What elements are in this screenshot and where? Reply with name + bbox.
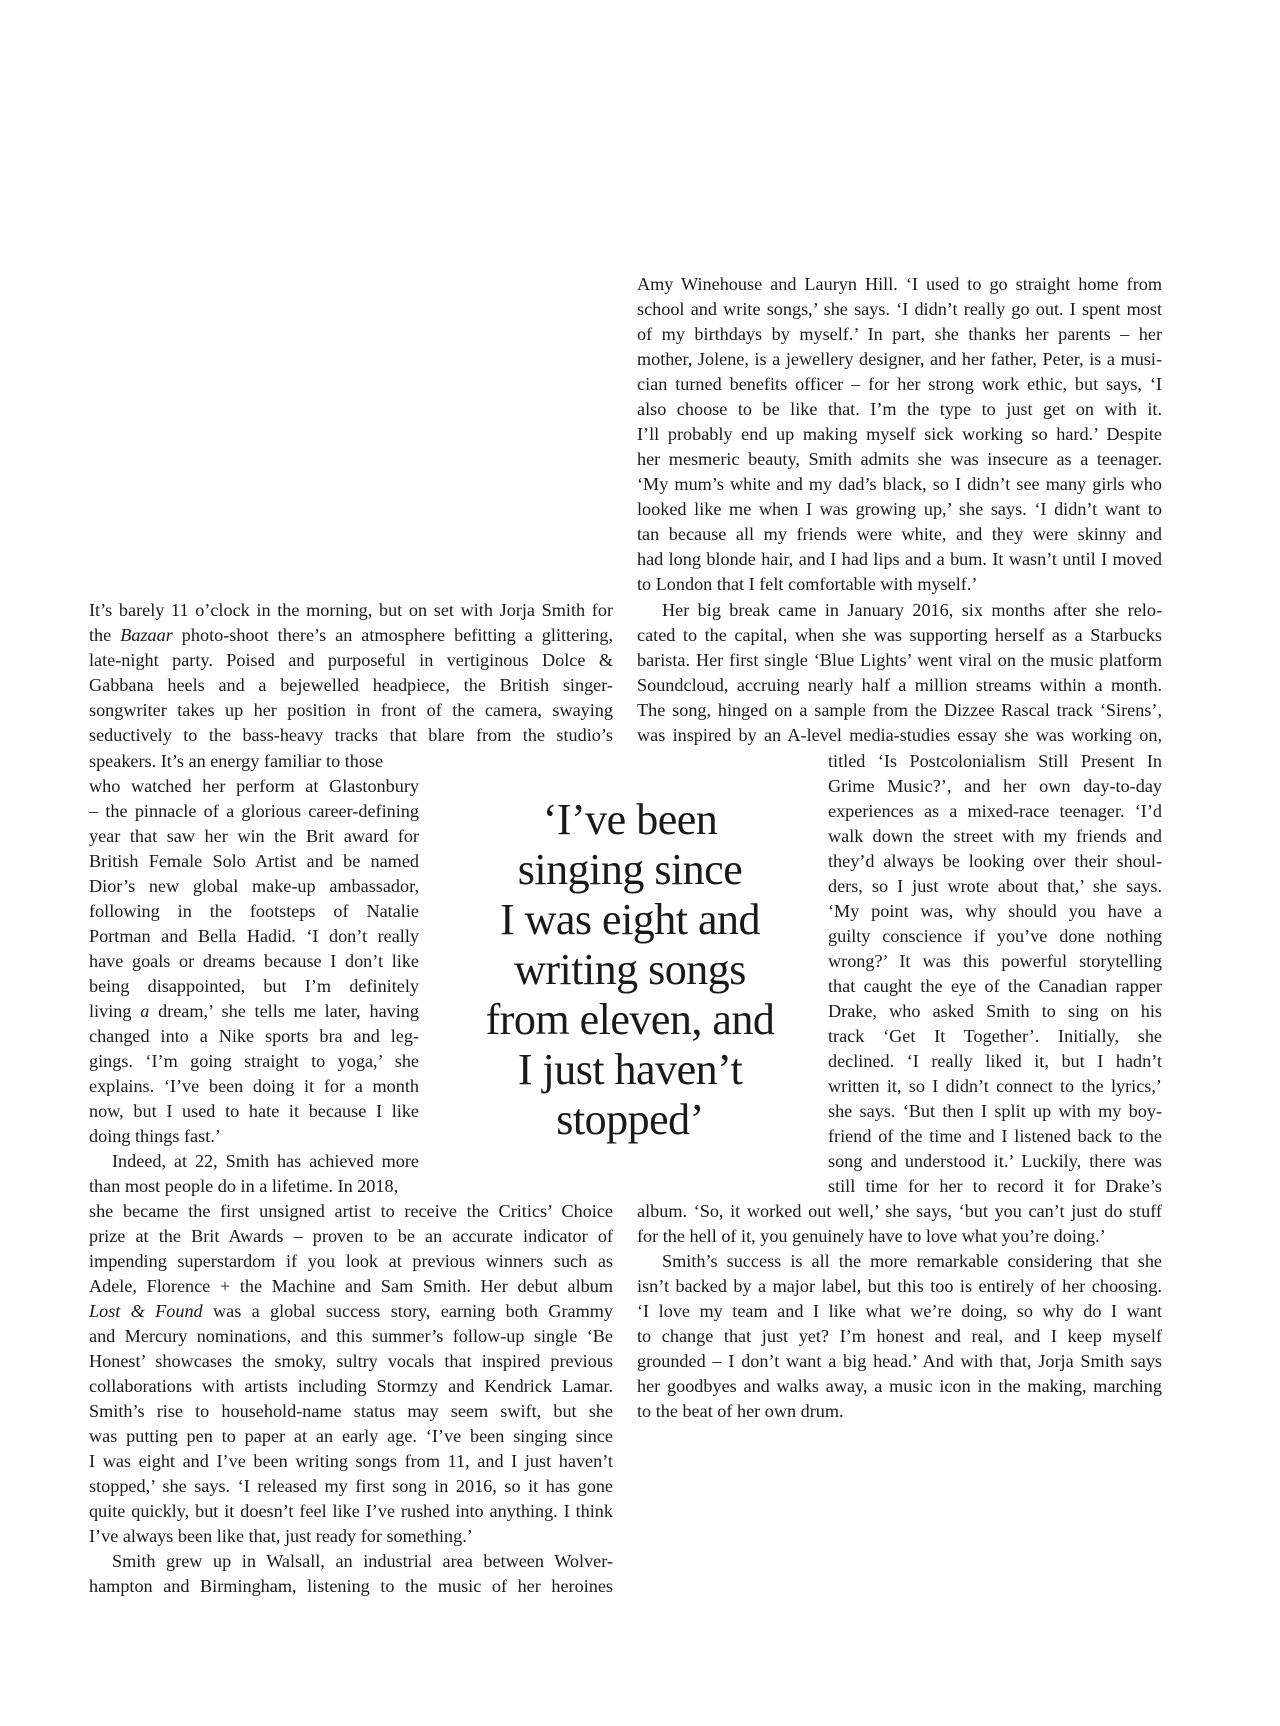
body-line: seductively to the bass-heavy tracks that blare from the studio’s [89,725,613,745]
body-line: cated to the capital, when she was supporting herself as a Starbucks [637,625,1162,645]
body-line: still time for her to record it for Drake’s [828,1176,1162,1196]
body-line: had long blonde hair, and I had lips and a bum. It wasn’t until I moved [637,549,1162,569]
body-line: her mesmeric beauty, Smith admits she was insecure as a teenager. [637,449,1162,469]
body-line: I’ll probably end up making myself sick working so hard.’ Despite [637,424,1162,444]
pull-quote-line: ‘I’ve been [542,795,718,844]
body-line: wrong?’ It was this powerful storytelling [828,951,1162,971]
body-line: collaborations with artists including Stormzy and Kendrick Lamar. [89,1376,613,1396]
body-line: Amy Winehouse and Lauryn Hill. ‘I used to go straight home from [637,274,1162,294]
body-line: friend of the time and I listened back to the [828,1126,1162,1146]
body-line: Adele, Florence + the Machine and Sam Smith. Her debut album [89,1276,613,1296]
body-line: year that saw her win the Brit award for [89,826,419,846]
pull-quote [440,795,820,1145]
body-line: speakers. It’s an energy familiar to those [89,751,384,771]
body-line: ‘My point was, why should you have a [828,901,1162,921]
body-line: declined. ‘I really liked it, but I hadn’t [828,1051,1162,1071]
pull-quote-line: writing songs [514,945,746,994]
body-line: Smith’s rise to household-name status may seem swift, but she [89,1401,613,1421]
body-line: experiences as a mixed-race teenager. ‘I’d [828,801,1162,821]
body-line: late-night party. Poised and purposeful in vertiginous Dolce & [89,650,613,670]
body-line: Smith grew up in Walsall, an industrial area between Wolver- [112,1551,613,1571]
body-line: they’d always be looking over their shoul- [828,851,1162,871]
body-line: ‘My mum’s white and my dad’s black, so I didn’t see many girls who [637,474,1162,494]
body-line: British Female Solo Artist and be named [89,851,419,871]
body-line: Gabbana heels and a bejewelled headpiece, the British singer- [89,675,613,695]
body-line: I was eight and I’ve been writing songs from 11, and I just haven’t [89,1451,613,1471]
body-line: Dior’s new global make-up ambassador, [89,876,419,896]
body-line: to change that just yet? I’m honest and real, and I keep myself [637,1326,1162,1346]
body-line: changed into a Nike sports bra and leg- [89,1026,419,1046]
body-line: than most people do in a lifetime. In 2018, [89,1176,399,1196]
body-line: titled ‘Is Postcolonialism Still Present In [828,751,1162,771]
body-line: Soundcloud, accruing nearly half a million streams within a month. [637,675,1162,695]
album-title: Lost & Found [89,1301,203,1321]
body-line: cian turned benefits officer – for her strong work ethic, but says, ‘I [637,374,1162,394]
body-line: tan because all my friends were white, and they were skinny and [637,524,1162,544]
body-line: Indeed, at 22, Smith has achieved more [112,1151,419,1171]
pull-quote-line: I was eight and [499,895,761,944]
body-line: also choose to be like that. I’m the type to just get on with it. [637,399,1162,419]
body-line: her goodbyes and walks away, a music icon in the making, marching [637,1376,1162,1396]
body-line: The song, hinged on a sample from the Dizzee Rascal track ‘Sirens’, [637,700,1162,720]
body-line: was putting pen to paper at an early age. ‘I’ve been singing since [89,1426,613,1446]
body-line: hampton and Birmingham, listening to the music of her heroines [89,1576,613,1596]
body-line: to London that I felt comfortable with myself.’ [637,574,978,594]
body-line: walk down the street with my friends and [828,826,1162,846]
body-line: songwriter takes up her position in front of the camera, swaying [89,700,613,720]
body-line: doing things fast.’ [89,1126,221,1146]
body-line: she says. ‘But then I split up with my boy- [828,1101,1162,1121]
body-line: she became the first unsigned artist to receive the Critics’ Choice [89,1201,613,1221]
pull-quote-line: I just haven’t [517,1045,743,1094]
body-line: quite quickly, but it doesn’t feel like I’ve rushed into anything. I think [89,1501,613,1521]
body-line: gings. ‘I’m going straight to yoga,’ she [89,1051,419,1071]
body-line: looked like me when I was growing up,’ she says. ‘I didn’t want to [637,499,1162,519]
body-line: of my birthdays by myself.’ In part, she thanks her parents – her [637,324,1162,344]
body-line: Drake, who asked Smith to sing on his [828,1001,1162,1021]
body-line: song and understood it.’ Luckily, there was [828,1151,1162,1171]
body-line: living a dream,’ she tells me later, having [89,1001,419,1021]
body-line: mother, Jolene, is a jewellery designer, and her father, Peter, is a musi- [637,349,1162,369]
body-line: to the beat of her own drum. [637,1401,844,1421]
body-line: I’ve always been like that, just ready for something.’ [89,1526,473,1546]
body-line: and Mercury nominations, and this summer’s follow-up single ‘Be [89,1326,613,1346]
body-line: It’s barely 11 o’clock in the morning, but on set with Jorja Smith for [89,600,613,620]
body-line: guilty conscience if you’ve done nothing [828,926,1162,946]
body-line: Honest’ showcases the smoky, sultry vocals that inspired previous [89,1351,613,1371]
body-line: for the hell of it, you genuinely have to love what you’re doing.’ [637,1226,1106,1246]
body-line: prize at the Brit Awards – proven to be an accurate indicator of [89,1226,613,1246]
body-line: ‘I love my team and I like what we’re doing, so why do I want [637,1301,1162,1321]
body-line: ders, so I just wrote about that,’ she says. [828,876,1162,896]
body-line: now, but I used to hate it because I like [89,1101,419,1121]
body-line: Portman and Bella Hadid. ‘I don’t really [89,926,419,946]
body-line: stopped,’ she says. ‘I released my first song in 2016, so it has gone [89,1476,613,1496]
pull-quote-line: stopped’ [556,1095,704,1144]
pull-quote-line: from eleven, and [485,995,775,1044]
body-line: Smith’s success is all the more remarkable considering that she [662,1251,1162,1271]
body-line: Grime Music?’, and her own day-to-day [828,776,1162,796]
body-line: – the pinnacle of a glorious career-defining [89,801,419,821]
magazine-title: Bazaar [120,625,173,645]
body-line: being disappointed, but I’m definitely [89,976,419,996]
body-line: following in the footsteps of Natalie [89,901,419,921]
body-line: barista. Her first single ‘Blue Lights’ went viral on the music platform [637,650,1162,670]
body-line: track ‘Get It Together’. Initially, she [828,1026,1162,1046]
body-line: written it, so I didn’t connect to the lyrics,’ [828,1076,1162,1096]
body-line: school and write songs,’ she says. ‘I didn’t really go out. I spent most [637,299,1162,319]
body-line: isn’t backed by a major label, but this too is entirely of her choosing. [637,1276,1162,1296]
body-line: Her big break came in January 2016, six months after she relo- [662,600,1162,620]
body-line: explains. ‘I’ve been doing it for a month [89,1076,419,1096]
body-line: the Bazaar photo-shoot there’s an atmosphere befitting a glittering, [89,625,614,645]
pull-quote-line: singing since [517,845,743,894]
body-line: album. ‘So, it worked out well,’ she says, ‘but you can’t just do stuff [637,1201,1162,1221]
body-line: grounded – I don’t want a big head.’ And with that, Jorja Smith says [637,1351,1162,1371]
body-line: impending superstardom if you look at previous winners such as [89,1251,613,1271]
body-line: have goals or dreams because I don’t like [89,951,419,971]
body-line: was inspired by an A-level media-studies essay she was working on, [637,725,1162,745]
body-line: that caught the eye of the Canadian rapper [828,976,1162,996]
body-line: who watched her perform at Glastonbury [89,776,419,796]
body-line: Lost & Found was a global success story, earning both Grammy [89,1301,613,1321]
